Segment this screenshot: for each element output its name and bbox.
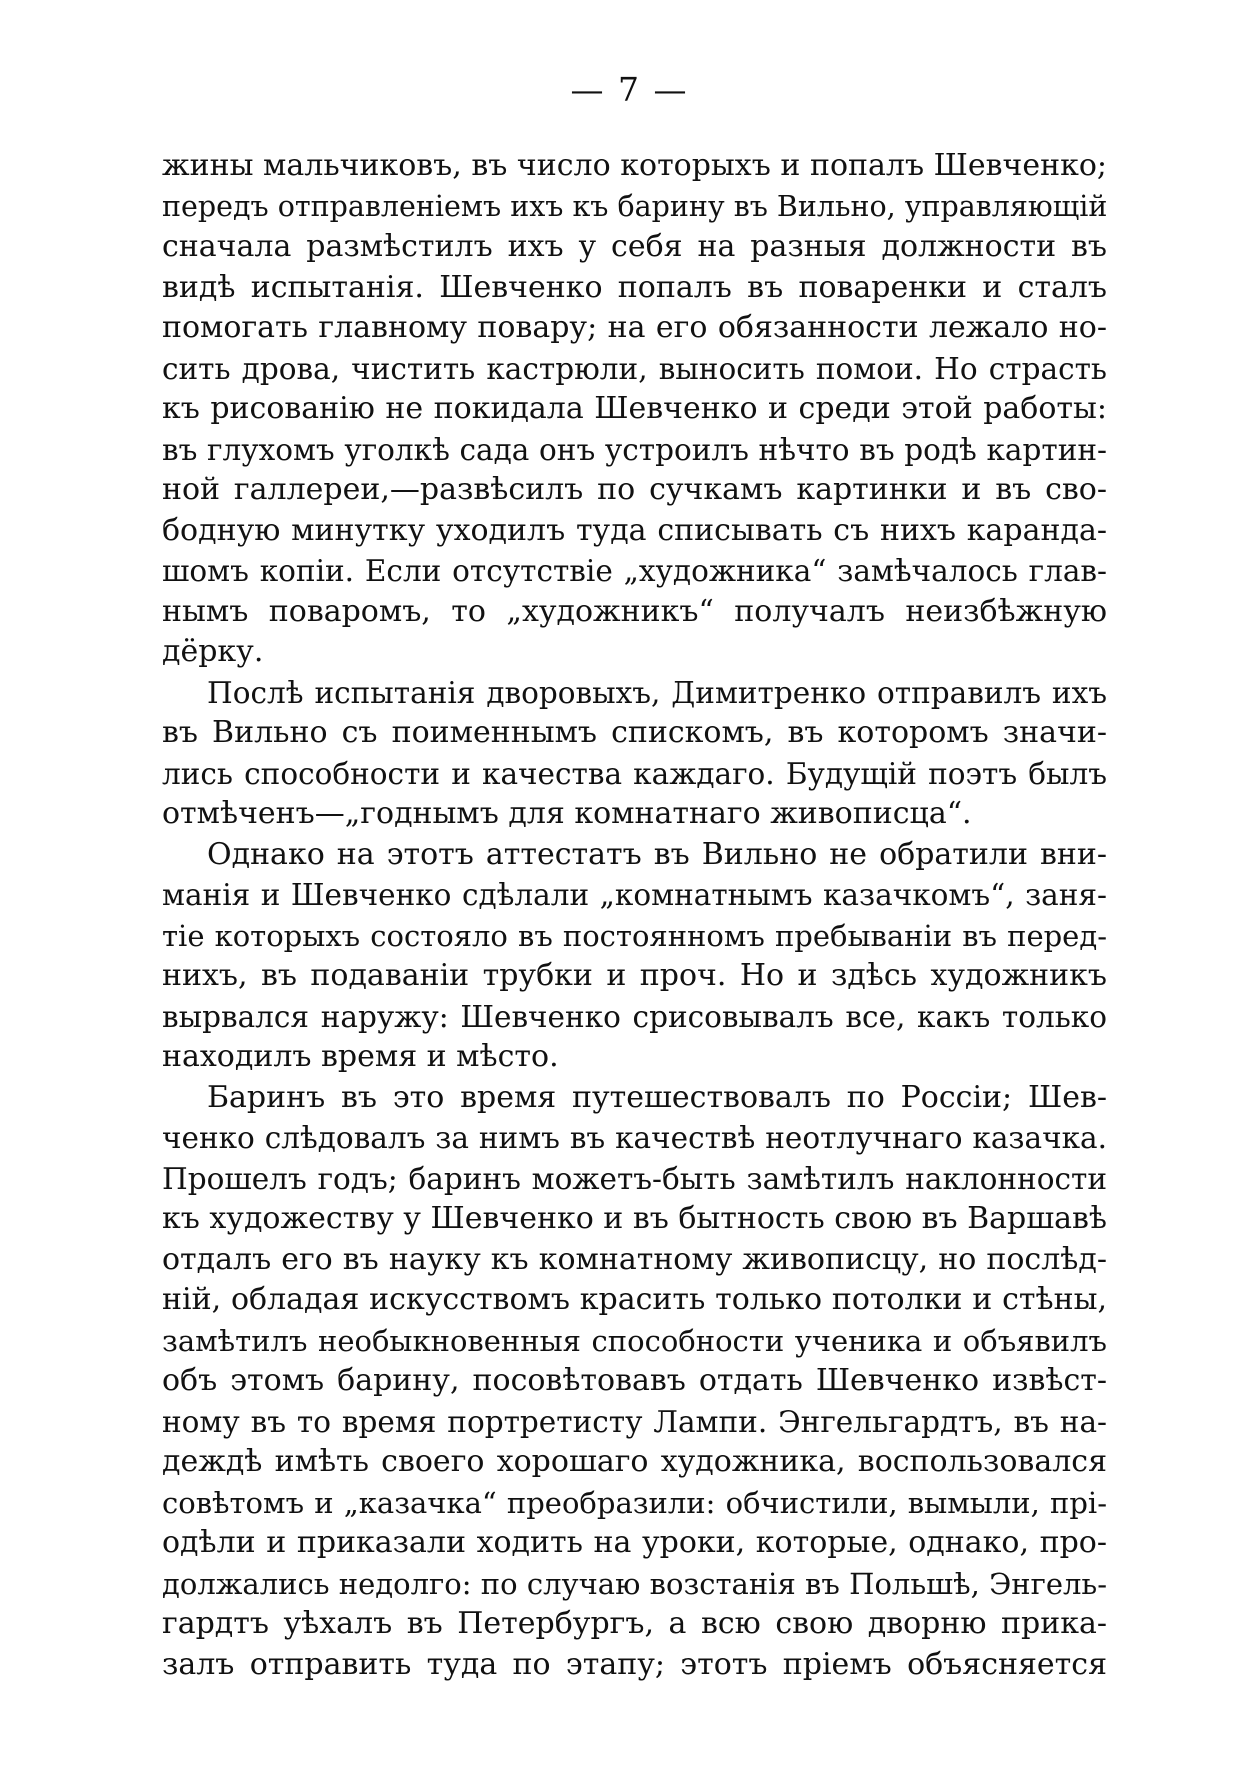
text-line: манія и Шевченко сдѣлали „комнатнымъ казачкомъ“, заня- [162,878,1107,912]
text-line: должались недолго: по случаю возстанія въ Польшѣ, Энгель- [162,1566,1107,1601]
text-line: ному въ то время портретисту Лампи. Энгельгардтъ, въ на- [162,1404,1107,1439]
text-line: нихъ, въ подаваніи трубки и проч. Но и здѣсь художникъ [162,958,1107,993]
text-line: вырвался наружу: Шевченко срисовывалъ все, какъ только [162,999,1107,1034]
text-line: помогать главному повару; на его обязанности лежало но- [162,310,1107,345]
text-line: замѣтилъ необыкновенныя способности ученика и объявилъ [162,1323,1107,1358]
text-line: нымъ поваромъ, то „художникъ“ получалъ неизбѣжную [162,593,1107,629]
text-line: дёрку. [162,634,264,669]
text-line: передъ отправленіемъ ихъ къ барину въ Вильно, управляющій [162,189,1107,223]
text-line: лись способности и качества каждаго. Будущій поэтъ былъ [162,756,1107,791]
page-number: — 7 — [570,70,689,109]
text-line: гардтъ уѣхалъ въ Петербургъ, а всю свою дворню прика- [162,1606,1107,1641]
body-text [162,146,1107,1685]
text-line: находилъ время и мѣсто. [162,1039,559,1074]
text-line: тіе которыхъ состояло въ постоянномъ пребываніи въ перед- [162,918,1107,953]
text-line: совѣтомъ и „казачка“ преобразили: обчистили, вымыли, прі- [162,1485,1107,1520]
text-line: деждѣ имѣть своего хорошаго художника, воспользовался [162,1444,1107,1479]
text-line: Однако на этотъ аттестатъ въ Вильно не обратили вни- [207,836,1107,872]
text-line: сначала размѣстилъ ихъ у себя на разныя должности въ [162,229,1107,264]
text-line: сить дрова, чистить кастрюли, выносить помои. Но страсть [162,351,1107,386]
text-line: Баринъ въ это время путешествовалъ по Россіи; Шев- [207,1079,1107,1115]
text-line: ній, обладая искусствомъ красить только потолки и стѣны, [162,1282,1107,1317]
text-line: одѣли и приказали ходить на уроки, которые, однако, про- [162,1525,1107,1560]
text-line: къ рисованію не покидала Шевченко и среди этой работы: [162,391,1107,426]
text-line: залъ отправить туда по этапу; этотъ пріемъ объясняется [162,1646,1107,1682]
text-line: отдалъ его въ науку къ комнатному живописцу, но послѣд- [162,1241,1107,1277]
text-line: объ этомъ барину, посовѣтовавъ отдать Шевченко извѣст- [162,1363,1107,1398]
text-line: видѣ испытанія. Шевченко попалъ въ поваренки и сталъ [162,269,1107,305]
text-line: къ художеству у Шевченко и въ бытность свою въ Варшавѣ [162,1201,1107,1236]
text-line: въ Вильно съ поименнымъ спискомъ, въ которомъ значи- [162,715,1107,750]
text-line: отмѣченъ—„годнымъ для комнатнаго живописца“. [162,796,972,831]
text-line: ной галлереи,—развѣсилъ по сучкамъ картинки и въ сво- [162,472,1107,507]
text-line: бодную минутку уходилъ туда списывать съ нихъ каранда- [162,512,1107,548]
text-line: Прошелъ годъ; баринъ можетъ-быть замѣтилъ наклонности [162,1161,1107,1196]
text-line: Послѣ испытанія дворовыхъ, Димитренко отправилъ ихъ [207,675,1107,710]
text-line: шомъ копіи. Если отсутствіе „художника“ замѣчалось глав- [162,554,1107,588]
text-line: жины мальчиковъ, въ число которыхъ и попалъ Шевченко; [162,148,1107,183]
text-line: ченко слѣдовалъ за нимъ въ качествѣ неотлучнаго казачка. [162,1121,1107,1155]
text-line: въ глухомъ уголкѣ сада онъ устроилъ нѣчто въ родѣ картин- [162,432,1107,467]
